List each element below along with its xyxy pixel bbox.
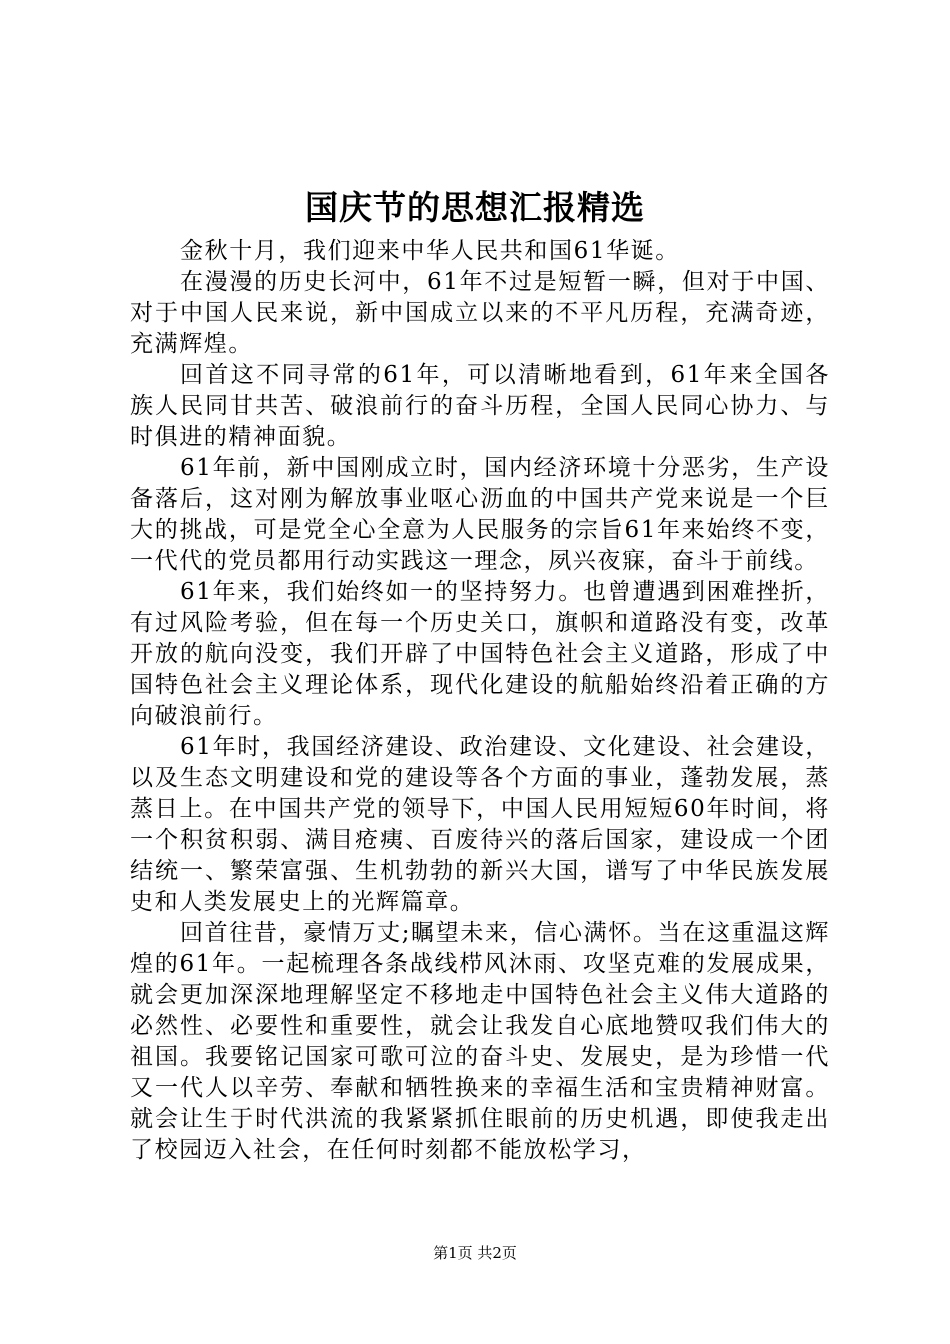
paragraph: 回首这不同寻常的61年，可以清晰地看到，61年来全国各族人民同甘共苦、破浪前行的奋斗历程，全国人民同心协力、与时俱进的精神面貌。 [130, 362, 830, 450]
page-footer: 第1页 共2页 [433, 1244, 517, 1262]
paragraph: 61年前，新中国刚成立时，国内经济环境十分恶劣，生产设备落后，这对刚为解放事业呕心沥血的中国共产党来说是一个巨大的挑战，可是党全心全意为人民服务的宗旨61年来始终不变，一代代的党员都用行动实践这一理念，夙兴夜寐，奋斗于前线。 [130, 455, 830, 574]
document-title: 国庆节的思想汇报精选 [305, 188, 645, 227]
paragraph: 回首往昔，豪情万丈;瞩望未来，信心满怀。当在这重温这辉煌的61年。一起梳理各条战线栉风沐雨、攻坚克难的发展成果，就会更加深深地理解坚定不移地走中国特色社会主义伟大道路的必然性、必要性和重要性，就会让我发自心底地赞叹我们伟大的祖国。我要铭记国家可歌可泣的奋斗史、发展史，是为珍惜一代又一代人以辛劳、奉献和牺牲换来的幸福生活和宝贵精神财富。就会让生于时代洪流的我紧紧抓住眼前的历史机遇，即使我走出了校园迈入社会，在任何时刻都不能放松学习， [130, 920, 830, 1163]
paragraph: 61年来，我们始终如一的坚持努力。也曾遭遇到困难挫折，有过风险考验，但在每一个历史关口，旗帜和道路没有变，改革开放的航向没变，我们开辟了中国特色社会主义道路，形成了中国特色社会主义理论体系，现代化建设的航船始终沿着正确的方向破浪前行。 [130, 579, 830, 729]
document-body [130, 236, 830, 1166]
paragraph: 61年时，我国经济建设、政治建设、文化建设、社会建设，以及生态文明建设和党的建设等各个方面的事业，蓬勃发展，蒸蒸日上。在中国共产党的领导下，中国人民用短短60年时间，将一个积贫积弱、满目疮痍、百废待兴的落后国家，建设成一个团结统一、繁荣富强、生机勃勃的新兴大国，谱写了中华民族发展史和人类发展史上的光辉篇章。 [130, 734, 830, 915]
paragraph: 金秋十月，我们迎来中华人民共和国61华诞。 [180, 238, 680, 264]
paragraph: 在漫漫的历史长河中，61年不过是短暂一瞬，但对于中国、对于中国人民来说，新中国成立以来的不平凡历程，充满奇迹，充满辉煌。 [130, 269, 830, 357]
